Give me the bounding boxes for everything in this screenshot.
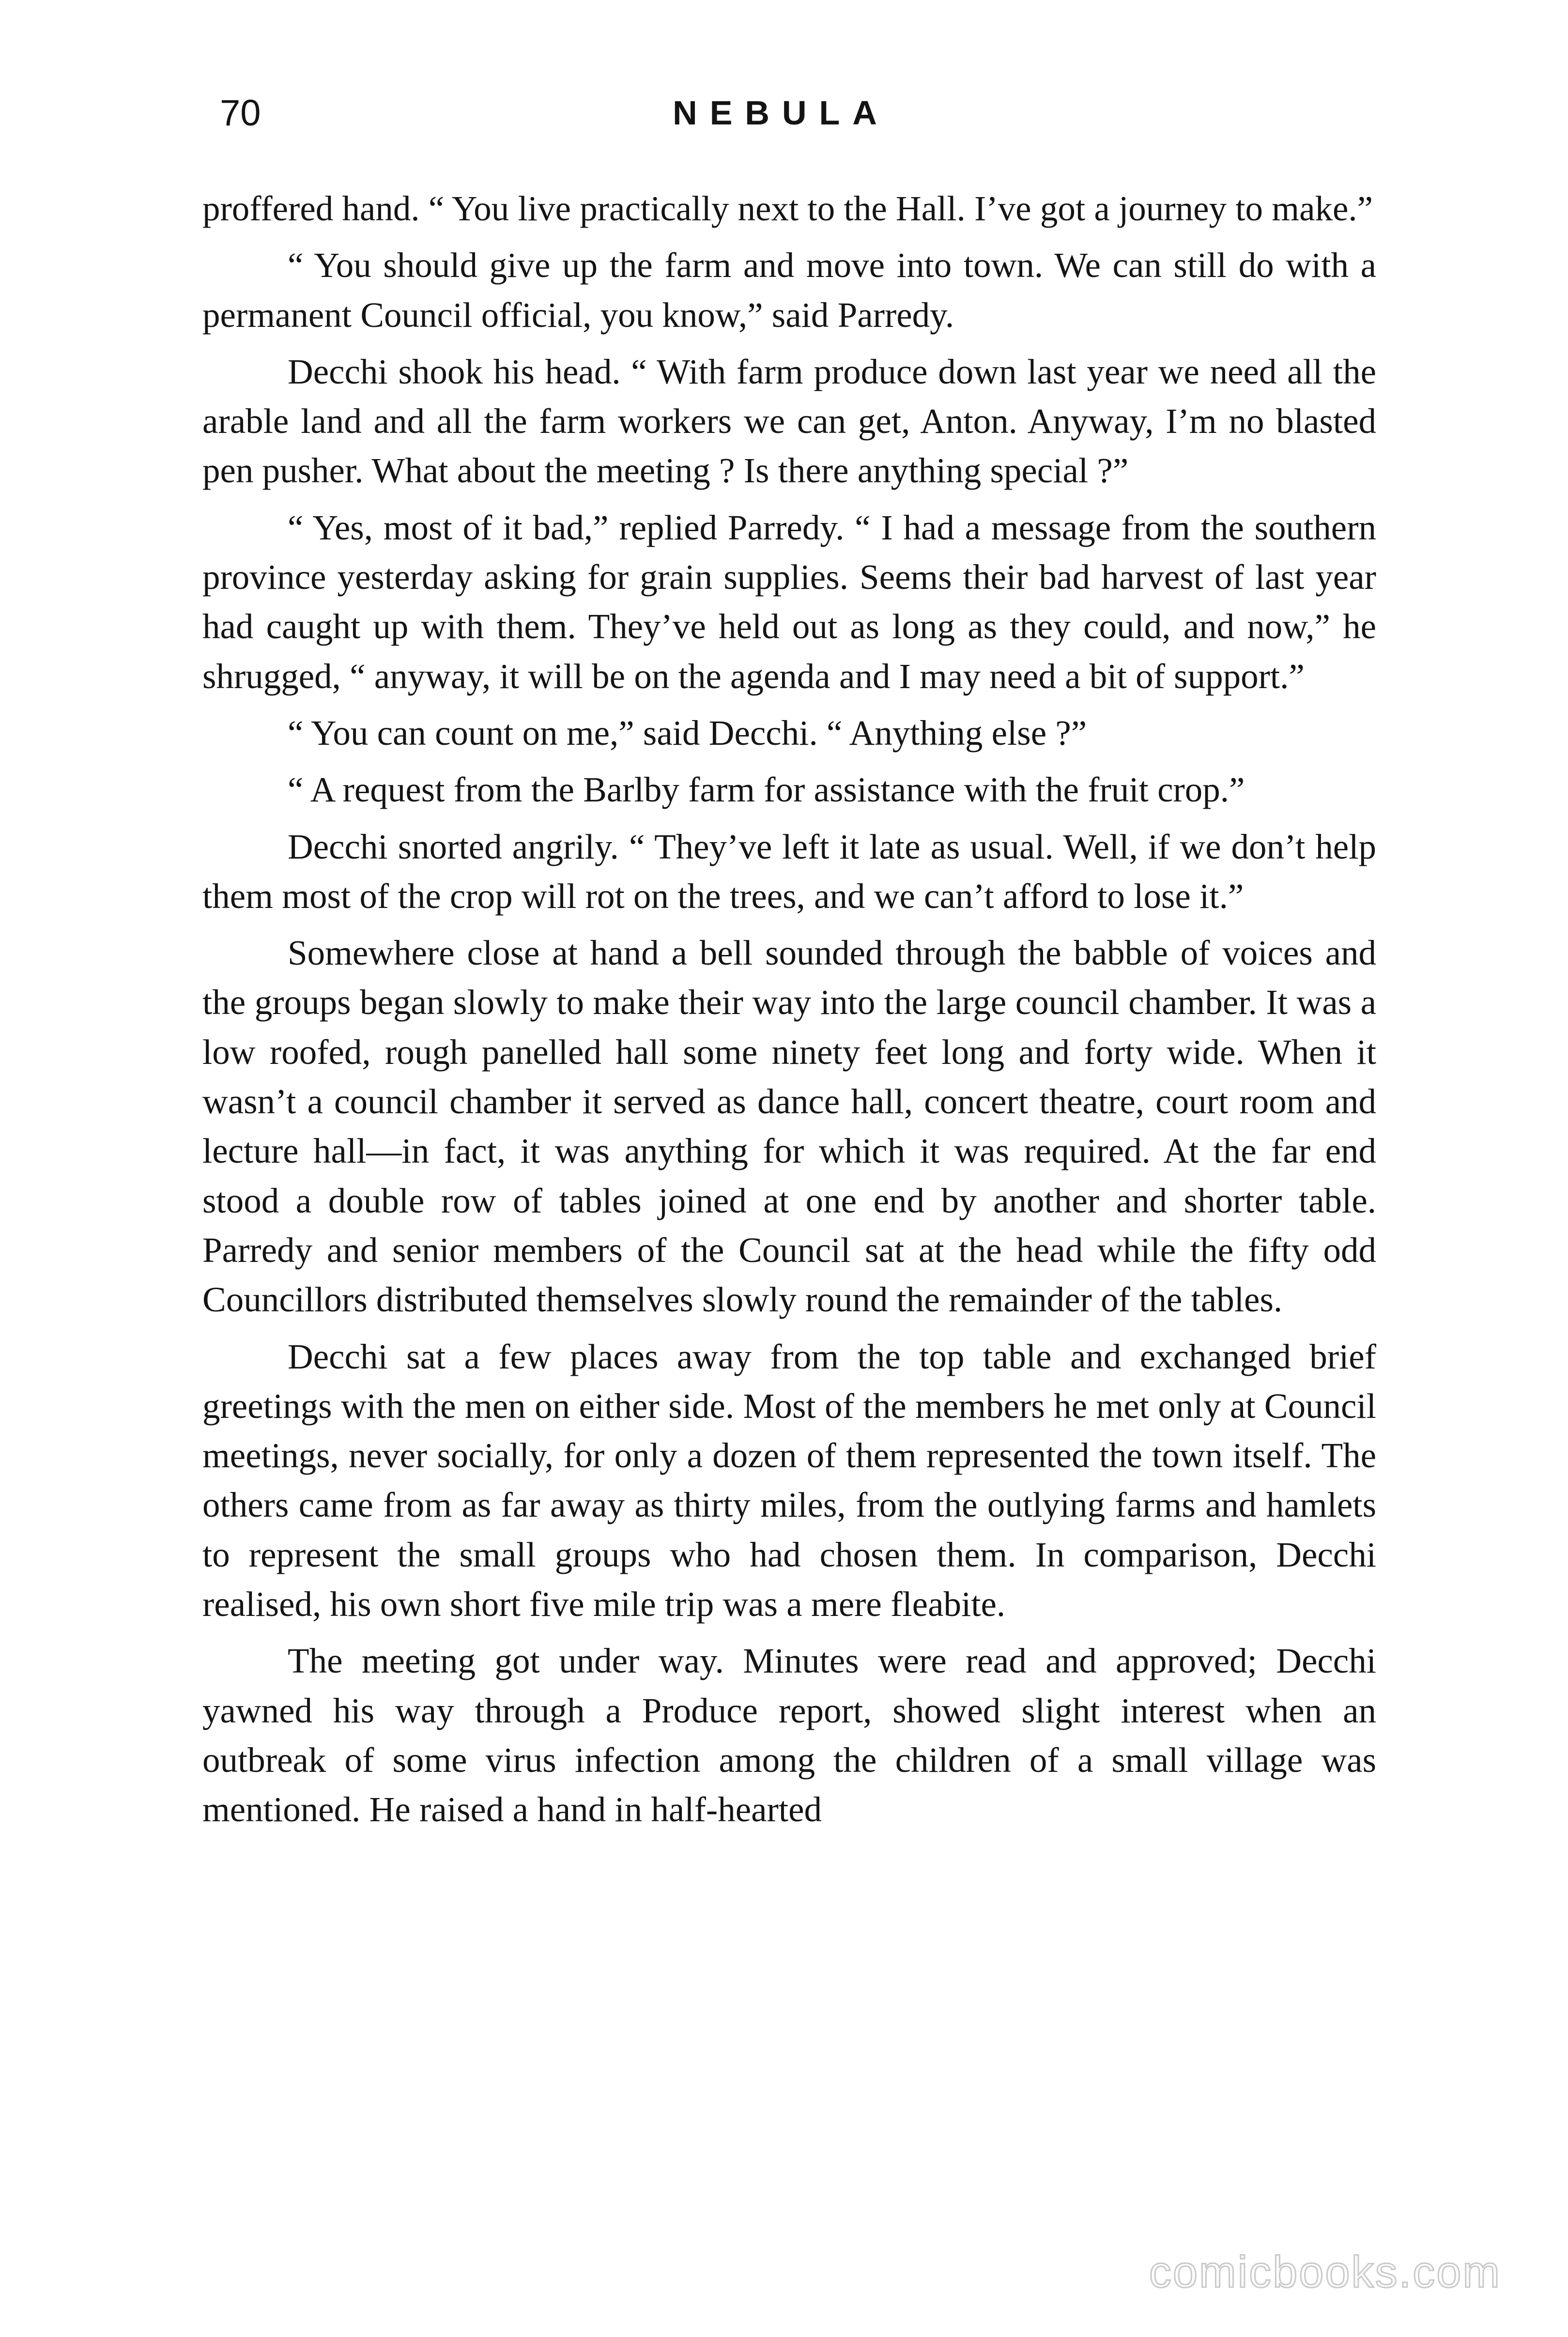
- paragraph: Somewhere close at hand a bell sounded through the babble of voices and the groups began slowly to make their way into the large council chamber. It was a low roofed, rough panelled hall some ninety feet long and forty wide. When it wasn’t a council chamber it served as dance hall, concert theatre, court room and lecture hall—in fact, it was anything for which it was required. At the far end stood a double row of tables joined at one end by another and shorter table. Parredy and senior members of the Council sat at the head while the fifty odd Councillors distributed themselves slowly round the remainder of the tables.: [202, 933, 1376, 1320]
- paragraph: “ You can count on me,” said Decchi. “ Anything else ?”: [288, 713, 1087, 753]
- site-watermark: comicbooks.com: [1149, 2247, 1501, 2297]
- paragraph: Decchi shook his head. “ With farm produce down last year we need all the arable land and all the farm workers we can get, Anton. Anyway, I’m no blasted pen pusher. What about the meeting ? Is there anything special ?”: [202, 352, 1376, 491]
- paragraph: “ Yes, most of it bad,” replied Parredy. “ I had a message from the southern province yesterday asking for grain supplies. Seems their bad harvest of last year had caught up with them. They’ve held out as long as they could, and now,” he shrugged, “ anyway, it will be on the agenda and I may need a bit of support.”: [202, 507, 1376, 696]
- body-text: [202, 184, 1376, 1842]
- page-header: [202, 92, 1360, 143]
- page-number: 70: [220, 92, 261, 134]
- paragraph: “ You should give up the farm and move into town. We can still do with a permanent Council official, you know,” said Parredy.: [202, 246, 1376, 335]
- paragraph-continued: proffered hand. “ You live practically next to the Hall. I’ve got a journey to make.”: [202, 189, 1373, 228]
- running-title: NEBULA: [673, 94, 890, 132]
- paragraph: “ A request from the Barlby farm for assistance with the fruit crop.”: [288, 770, 1245, 810]
- paragraph: Decchi snorted angrily. “ They’ve left it late as usual. Well, if we don’t help them most of the crop will rot on the trees, and we can’t afford to lose it.”: [202, 827, 1376, 916]
- paragraph: Decchi sat a few places away from the top table and exchanged brief greetings with the men on either side. Most of the members he met only at Council meetings, never socially, for only a dozen of them represented the town itself. The others came from as far away as thirty miles, from the outlying farms and hamlets to represent the small groups who had chosen them. In comparison, Decchi realised, his own short five mile trip was a mere fleabite.: [202, 1337, 1376, 1624]
- paragraph: The meeting got under way. Minutes were read and approved; Decchi yawned his way through a Produce report, showed slight interest when an outbreak of some virus infection among the children of a small village was mentioned. He raised a hand in half-hearted: [202, 1641, 1376, 1830]
